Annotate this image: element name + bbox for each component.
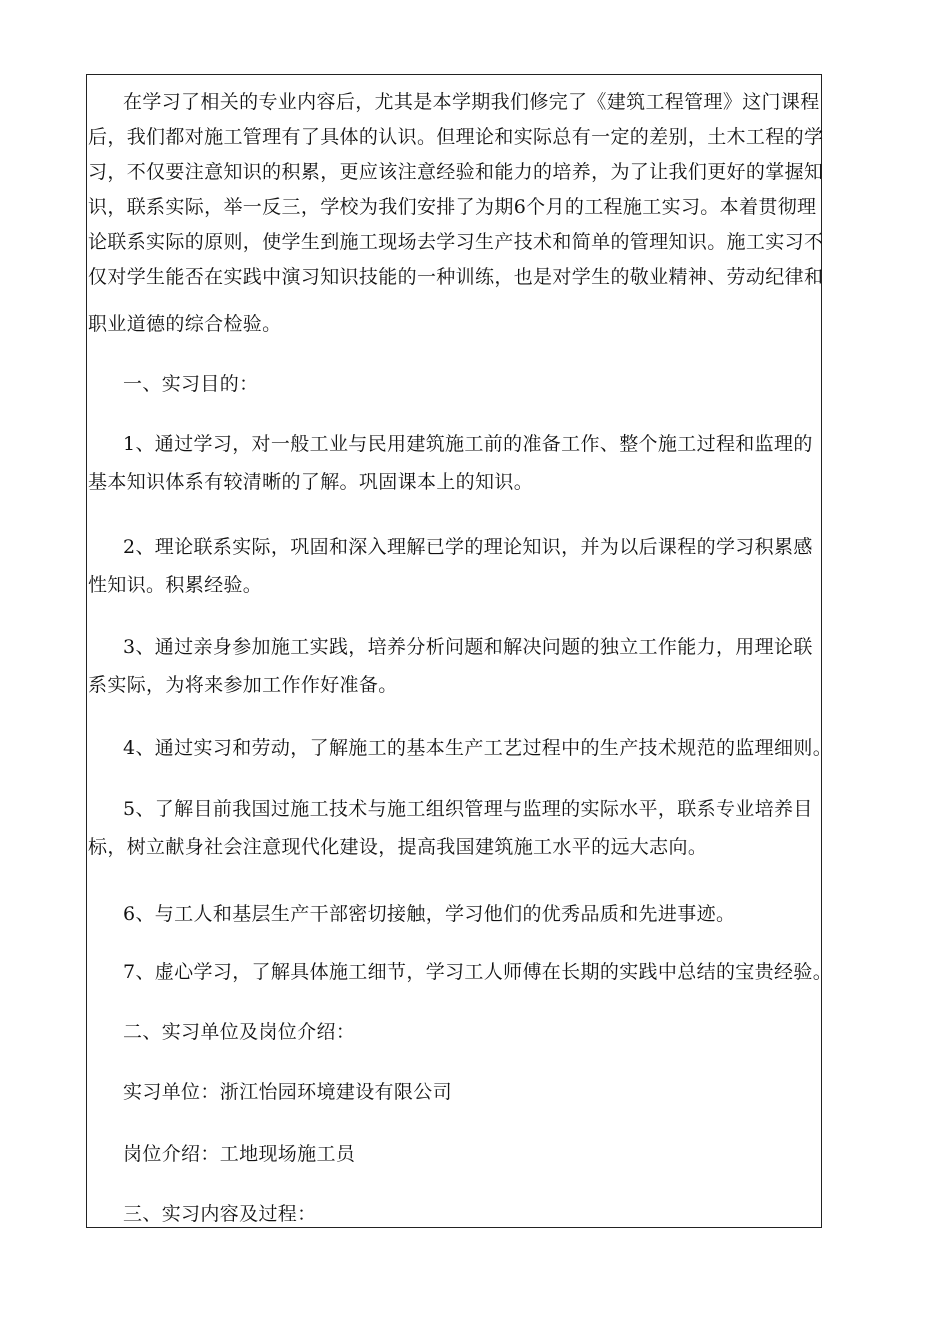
purpose-item-5-line-2: 标，树立献身社会注意现代化建设，提高我国建筑施工水平的远大志向。 [88, 836, 708, 858]
purpose-item-4: 4、通过实习和劳动，了解施工的基本生产工艺过程中的生产技术规范的监理细则。 [123, 737, 833, 759]
purpose-item-5-line-1: 5、了解目前我国过施工技术与施工组织管理与监理的实际水平，联系专业培养目 [123, 798, 813, 820]
position-description: 岗位介绍：工地现场施工员 [123, 1143, 356, 1165]
intro-line-6: 仅对学生能否在实践中演习知识技能的一种训练，也是对学生的敬业精神、劳动纪律和 [88, 266, 824, 288]
intro-line-7: 职业道德的综合检验。 [88, 313, 282, 335]
section-heading-content: 三、实习内容及过程： [123, 1203, 317, 1225]
purpose-item-6: 6、与工人和基层生产干部密切接触，学习他们的优秀品质和先进事迹。 [123, 903, 736, 925]
intro-line-4: 识，联系实际，举一反三，学校为我们安排了为期6个月的工程施工实习。本着贯彻理 [88, 196, 817, 218]
purpose-item-2-line-2: 性知识。积累经验。 [88, 574, 263, 596]
purpose-item-7: 7、虚心学习，了解具体施工细节，学习工人师傅在长期的实践中总结的宝贵经验。 [123, 961, 833, 983]
section-heading-unit: 二、实习单位及岗位介绍： [123, 1021, 356, 1043]
intro-line-3: 习，不仅要注意知识的积累，更应该注意经验和能力的培养，为了让我们更好的掌握知 [88, 161, 824, 183]
purpose-item-1-line-1: 1、通过学习，对一般工业与民用建筑施工前的准备工作、整个施工过程和监理的 [123, 433, 813, 455]
purpose-item-3-line-2: 系实际，为将来参加工作作好准备。 [88, 674, 398, 696]
purpose-item-2-line-1: 2、理论联系实际，巩固和深入理解已学的理论知识，并为以后课程的学习积累感 [123, 536, 813, 558]
internship-unit: 实习单位：浙江怡园环境建设有限公司 [123, 1081, 452, 1103]
purpose-item-1-line-2: 基本知识体系有较清晰的了解。巩固课本上的知识。 [88, 471, 534, 493]
purpose-item-3-line-1: 3、通过亲身参加施工实践，培养分析问题和解决问题的独立工作能力，用理论联 [123, 636, 813, 658]
intro-line-5: 论联系实际的原则，使学生到施工现场去学习生产技术和简单的管理知识。施工实习不 [88, 231, 824, 253]
intro-line-1: 在学习了相关的专业内容后，尤其是本学期我们修完了《建筑工程管理》这门课程 [123, 91, 820, 113]
intro-line-2: 后，我们都对施工管理有了具体的认识。但理论和实际总有一定的差别，土木工程的学 [88, 126, 824, 148]
section-heading-purpose: 一、实习目的： [123, 373, 259, 395]
